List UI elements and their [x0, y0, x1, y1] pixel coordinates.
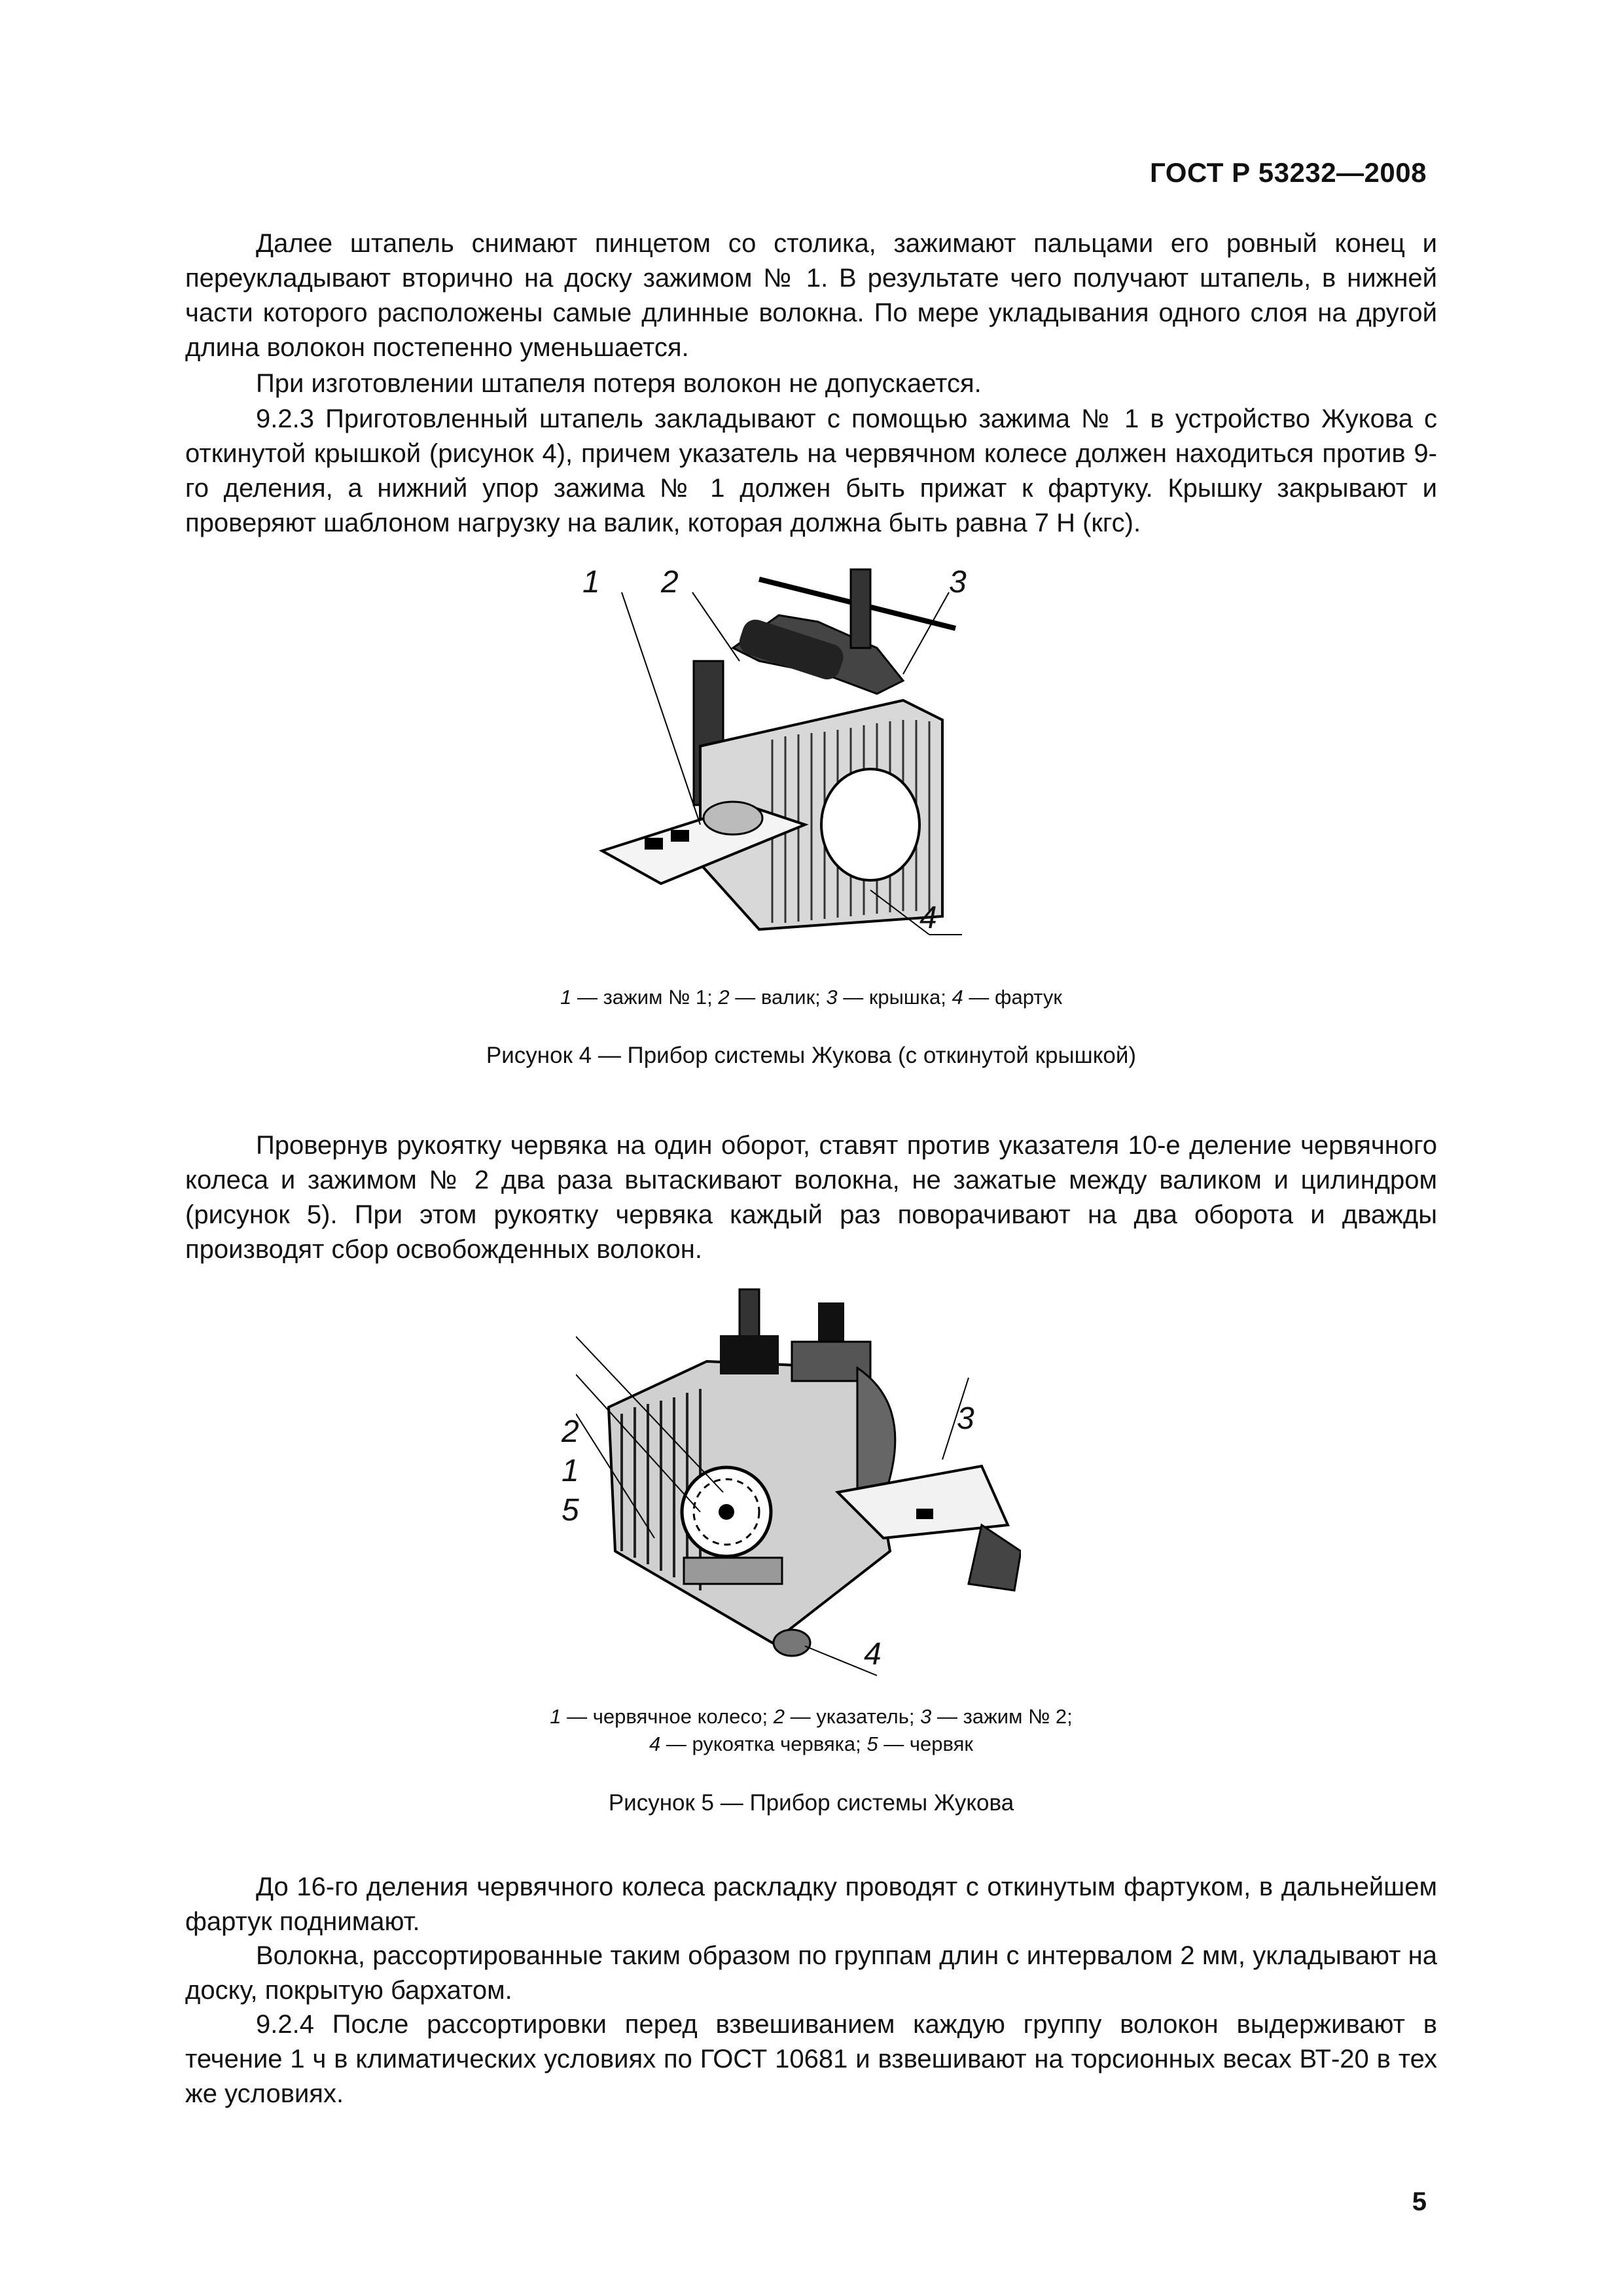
fig4-label-4: 4	[919, 901, 937, 935]
page-number: 5	[1412, 2187, 1427, 2216]
fig4-label-1: 1	[582, 565, 600, 600]
paragraph-2: При изготовлении штапеля потеря волокон не допускается.	[256, 369, 982, 398]
fig5-label-1: 1	[562, 1454, 579, 1488]
fig5-label-4: 4	[864, 1637, 882, 1672]
fig5-label-2: 2	[562, 1414, 579, 1449]
figure-5-caption: Рисунок 5 — Прибор системы Жукова	[608, 1790, 1014, 1816]
device-open-lid-drawing	[563, 550, 1034, 962]
paragraph-5: До 16-го деления червячного колеса раскладку проводят с откинутым фартуком, в дальнейшем фартук поднимают.	[185, 1873, 1437, 1936]
paragraph-3: 9.2.3 Приготовленный штапель закладывают с помощью зажима № 1 в устройство Жукова с откинутой крышкой (рисунок 4), причем указатель на червячном колесе должен находиться против 9-го деления, а нижний упор зажима № 1 должен быть прижат к фартуку. Крышку закрывают и проверяют шаблоном нагрузку на валик, которая должна быть равна 7 Н (кгс).	[185, 404, 1437, 537]
figure-5-legend-line-2: 4 — рукоятка червяка; 5 — червяк	[649, 1732, 973, 1755]
figure-5-illustration	[576, 1276, 1021, 1682]
paragraph-1: Далее штапель снимают пинцетом со столика, зажимают пальцами его ровный конец и переукладывают вторично на доску зажимом № 1. В результате чего получают штапель, в нижней части которого расположены самые длинные волокна. По мере укладывания одного слоя на другой длина волокон постепенно уменьшается.	[185, 229, 1437, 362]
paragraph-6: Волокна, рассортированные таким образом по группам длин с интервалом 2 мм, укладывают на доску, покрытую бархатом.	[185, 1941, 1437, 2005]
device-drawing	[576, 1276, 1021, 1682]
figure-4-legend: 1 — зажим № 1; 2 — валик; 3 — крышка; 4 — фартук	[560, 986, 1062, 1009]
paragraph-4: Провернув рукоятку червяка на один оборот, ставят против указателя 10-е деление червячного колеса и зажимом № 2 два раза вытаскивают волокна, не зажатые между валиком и цилиндром (рисунок 5). При этом рукоятку червяка каждый раз поворачивают на два оборота и дважды производят сбор освобожденных волокон.	[185, 1131, 1437, 1264]
fig4-label-3: 3	[949, 565, 967, 600]
document-id-header: ГОСТ Р 53232—2008	[1150, 157, 1427, 188]
fig5-label-3: 3	[957, 1401, 974, 1436]
figure-5-legend-line-1: 1 — червячное колесо; 2 — указатель; 3 — зажим № 2;	[550, 1705, 1073, 1728]
fig4-label-2: 2	[661, 565, 679, 600]
figure-4-illustration	[563, 550, 1034, 962]
figure-4-caption: Рисунок 4 — Прибор системы Жукова (с откинутой крышкой)	[486, 1043, 1137, 1068]
fig5-label-5: 5	[562, 1493, 579, 1528]
paragraph-7: 9.2.4 После рассортировки перед взвешиванием каждую группу волокон выдерживают в течение 1 ч в климатических условиях по ГОСТ 10681 и взвешивают на торсионных весах ВТ-20 в тех же условиях.	[185, 2010, 1437, 2108]
